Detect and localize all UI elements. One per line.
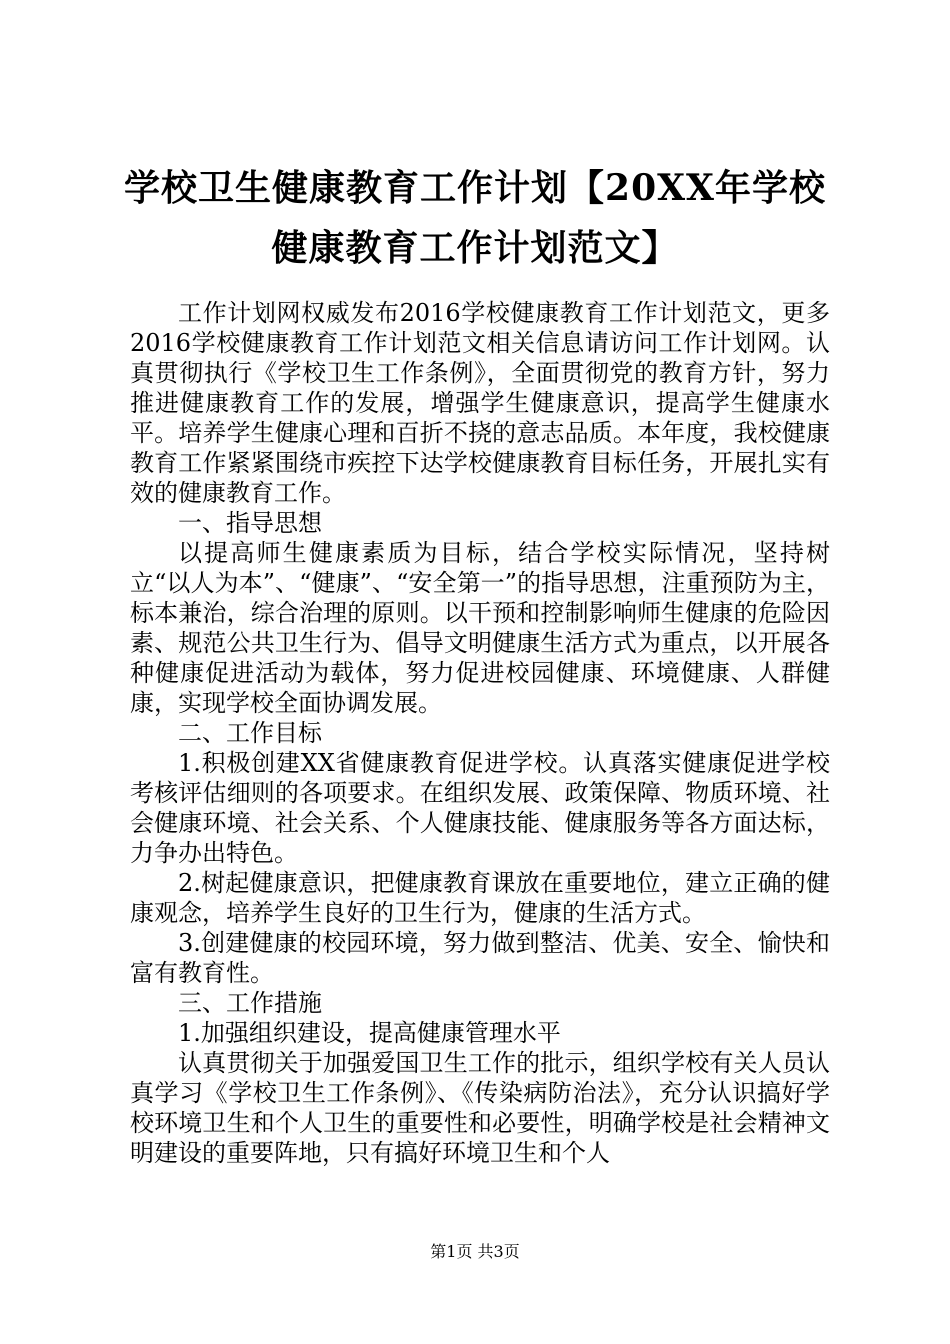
paragraph-guiding-ideology: 以提高师生健康素质为目标，结合学校实际情况，坚持树立“以人为本”、“健康”、“安全第一”的指导思想，注重预防为主，标本兼治，综合治理的原则。以干预和控制影响师生健康的危险因素、规范公共卫生行为、倡导文明健康生活方式为重点，以开展各种健康促进活动为载体，努力促进校园健康、环境健康、人群健康，实现学校全面协调发展。 — [130, 539, 830, 717]
document-title: 学校卫生健康教育工作计划【20XX年学校健康教育工作计划范文】 — [124, 167, 826, 269]
subheading-measure-1: 1.加强组织建设，提高健康管理水平 — [178, 1019, 561, 1047]
paragraph-goal-2: 2.树起健康意识，把健康教育课放在重要地位，建立正确的健康观念，培养学生良好的卫生行为，健康的生活方式。 — [130, 869, 830, 927]
paragraph-measure-1: 认真贯彻关于加强爱国卫生工作的批示，组织学校有关人员认真学习《学校卫生工作条例》、《传染病防治法》，充分认识搞好学校环境卫生和个人卫生的重要性和必要性，明确学校是社会精神文明建设的重要阵地，只有搞好环境卫生和个人 — [130, 1049, 830, 1167]
paragraph-intro: 工作计划网权威发布2016学校健康教育工作计划范文，更多2016学校健康教育工作计划范文相关信息请访问工作计划网。认真贯彻执行《学校卫生工作条例》，全面贯彻党的教育方针，努力推进健康教育工作的发展，增强学生健康意识，提高学生健康水平。培养学生健康心理和百折不挠的意志品质。本年度，我校健康教育工作紧紧围绕市疾控下达学校健康教育目标任务，开展扎实有效的健康教育工作。 — [130, 299, 830, 507]
heading-guiding-ideology: 一、指导思想 — [178, 509, 322, 537]
heading-work-measures: 三、工作措施 — [178, 989, 322, 1017]
heading-work-goals: 二、工作目标 — [178, 719, 322, 747]
paragraph-goal-1: 1.积极创建XX省健康教育促进学校。认真落实健康促进学校考核评估细则的各项要求。在组织发展、政策保障、物质环境、社会健康环境、社会关系、个人健康技能、健康服务等各方面达标，力争办出特色。 — [130, 749, 830, 867]
page-footer: 第1页 共3页 — [430, 1242, 520, 1261]
document-body — [130, 298, 830, 1168]
paragraph-goal-3: 3.创建健康的校园环境，努力做到整洁、优美、安全、愉快和富有教育性。 — [130, 929, 830, 987]
